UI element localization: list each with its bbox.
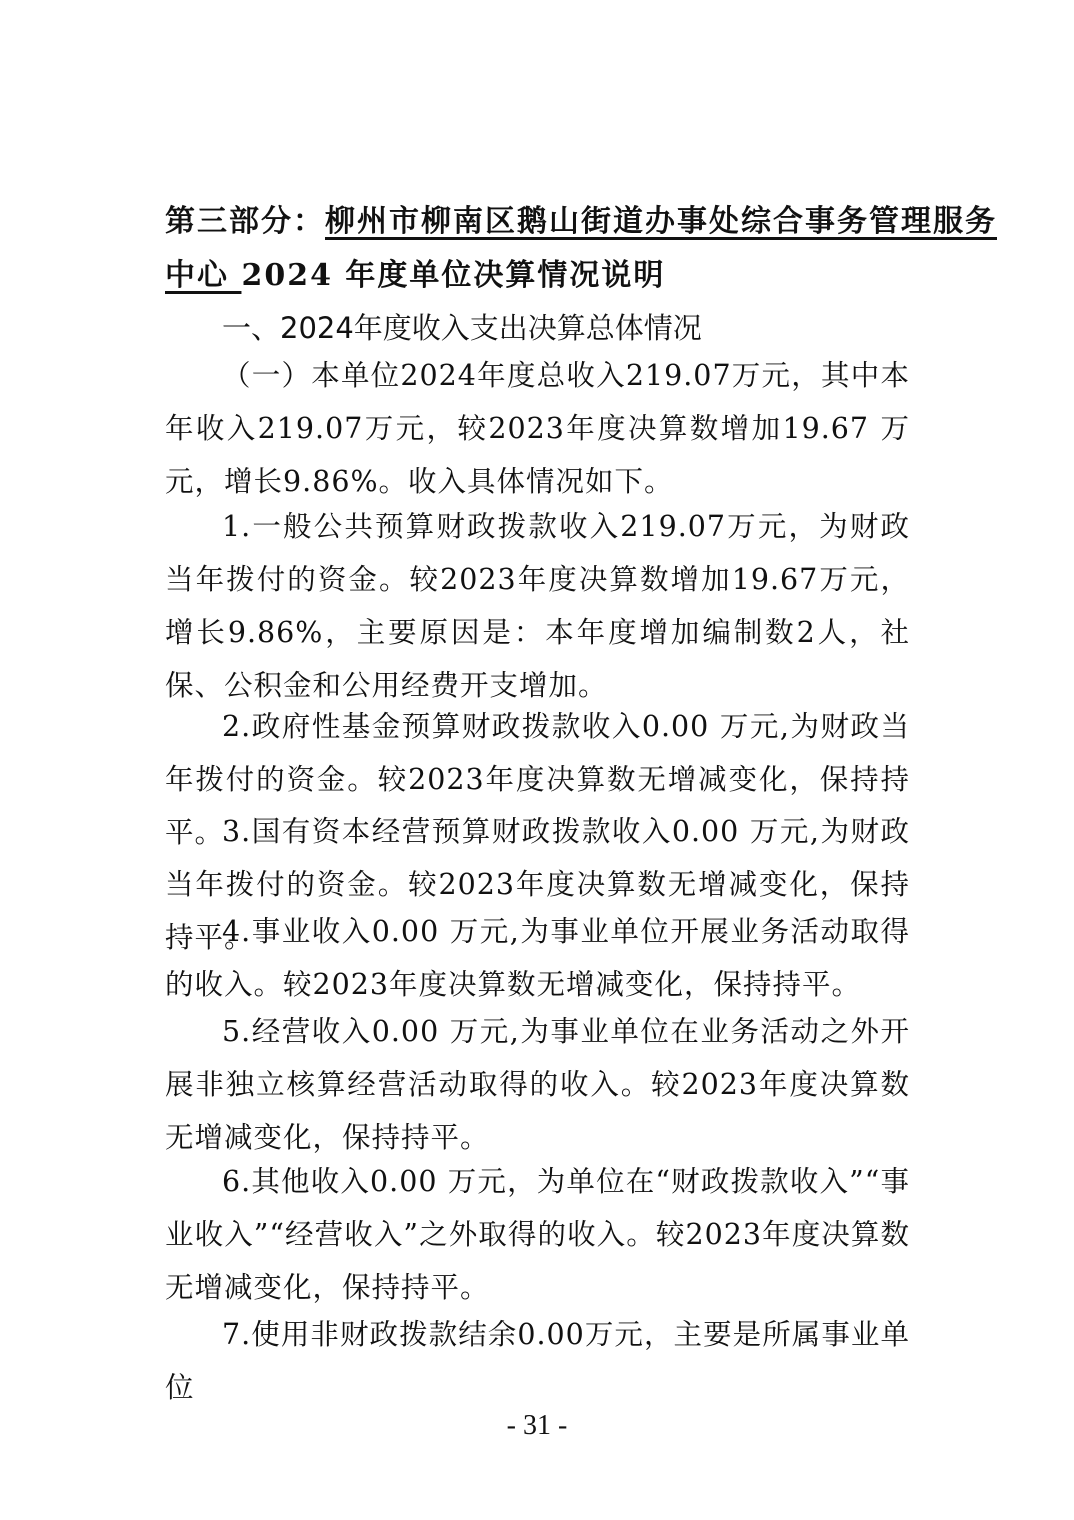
paragraph-government-fund-income: 2.政府性基金预算财政拨款收入0.00 万元,为财政当年拨付的资金。较2023年度决算数无增减变化，保持持平。 [165,710,910,849]
part-title-line-2 [165,250,665,294]
part-title-org-name: 柳州市柳南区鹅山街道办事处综合事务管理服务 [325,204,997,239]
paragraph-other-income: 6.其他收入0.00 万元，为单位在“财政拨款收入”“事业收入”“经营收入”之外取得的收入。较2023年度决算数无增减变化，保持持平。 [165,1165,910,1304]
paragraph-business-income: 4.事业收入0.00 万元,为事业单位开展业务活动取得的收入。较2023年度决算数无增减变化，保持持平。 [165,915,910,1001]
paragraph-state-capital-income: 3.国有资本经营预算财政拨款收入0.00 万元,为财政当年拨付的资金。较2023年度决算数无增减变化，保持持平。 [165,815,910,954]
part-title-prefix: 第三部分： [165,204,325,239]
section-heading: 一、2024年度收入支出决算总体情况 [222,311,702,345]
paragraph-total-income: （一）本单位2024年度总收入219.07万元，其中本年收入219.07万元，较2023年度决算数增加19.67 万元，增长9.86%。收入具体情况如下。 [165,359,910,498]
part-title-subject: 2024 年度单位决算情况说明 [241,258,666,293]
part-title-line-1 [165,196,997,240]
page-number: - 31 - [506,1410,568,1441]
paragraph-general-budget-income: 1.一般公共预算财政拨款收入219.07万元，为财政当年拨付的资金。较2023年度决算数增加19.67万元，增长9.86%，主要原因是：本年度增加编制数2人，社保、公积金和公用经费开支增加。 [165,510,910,702]
paragraph-non-fiscal-balance: 7.使用非财政拨款结余0.00万元，主要是所属事业单位 [165,1318,910,1404]
paragraph-operating-income: 5.经营收入0.00 万元,为事业单位在业务活动之外开展非独立核算经营活动取得的收入。较2023年度决算数无增减变化，保持持平。 [165,1015,910,1154]
part-title-org-name-end: 中心 [165,258,242,293]
